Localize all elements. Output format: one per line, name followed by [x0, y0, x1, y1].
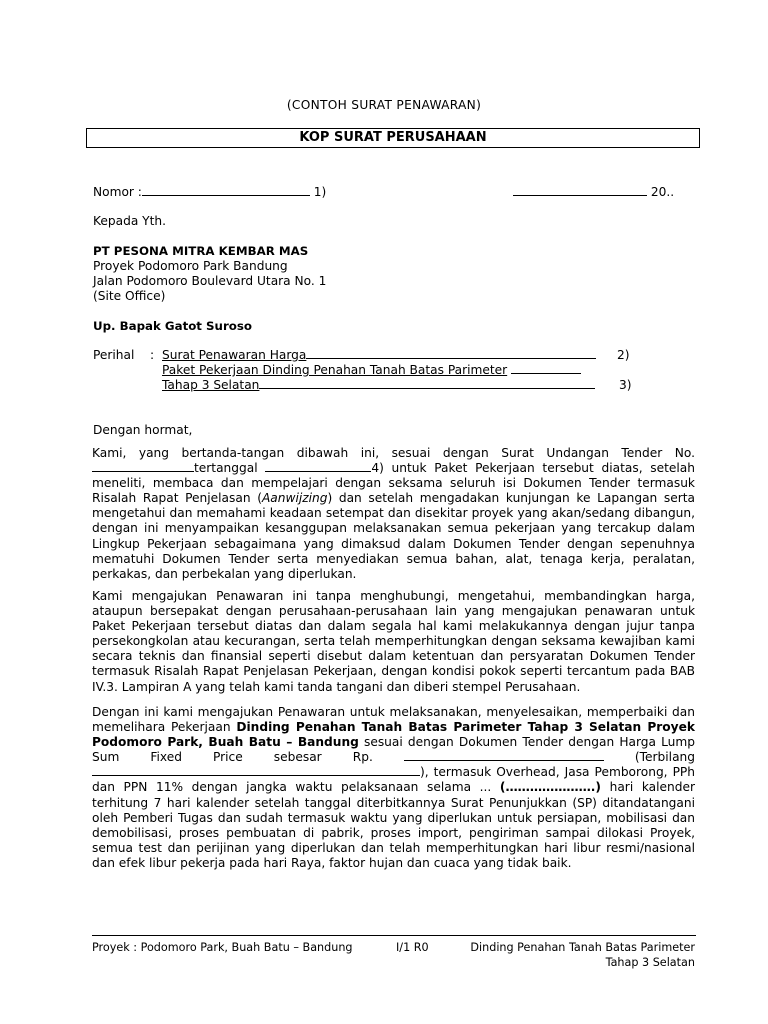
- p1-part-a: Kami, yang bertanda-tangan dibawah ini, sesuai dengan Surat Undangan Tender No.: [92, 446, 695, 460]
- nomor-ref: 1): [313, 185, 327, 199]
- perihal-item-2-blank: [511, 373, 581, 374]
- sample-label: (CONTOH SURAT PENAWARAN): [286, 98, 482, 112]
- greeting: Kepada Yth.: [93, 214, 166, 228]
- recipient-line-1: Proyek Podomoro Park Bandung: [93, 259, 288, 273]
- p1-part-d: ) dan setelah mengadakan kunjungan ke Lapangan serta mengetahui dan memahami keadaan setempat dan disekitar proyek yang akan/sedang dibangun, dengan ini menyampaikan kesanggupan melaksanakan semua pekerjaan yang tercakup dalam Lingkup Pekerjaan sebagaimana yang dimaksud dalam Dokumen Tender dengan sepenuhnya mematuhi Dokumen Tender serta menyediakan semua bahan, alat, tenaga kerja, peralatan, perkakas, dan perbekalan yang diperlukan.: [92, 491, 695, 581]
- p3-part-d: ), termasuk Overhead, Jasa Pemborong, PPh dan PPN 11% dengan jangka waktu pelaksanaan selama ...: [92, 765, 695, 795]
- nomor-label: Nomor :: [93, 185, 142, 199]
- p3-terbilang-blank: [92, 775, 420, 776]
- footer-page: I/1 R0: [396, 941, 429, 954]
- p3-part-e: hari kalender terhitung 7 hari kalender setelah tanggal diterbitkannya Surat Penunjukkan (SP) ditandatangani oleh Pemberi Tugas dan sudah termasuk waktu yang diperlukan untuk persiapan, mobilisasi dan demobilisasi, proses pembuatan di pabrik, proses import, pengiriman sampai dilokasi Proyek, semua test dan perijinan yang diperlukan dan telah memperhitungkan hari libur resmi/nasional dan efek libur pekerja pada hari Raya, faktor hujan dan cuaca yang tidak baik.: [92, 780, 695, 870]
- p1-blank-2: [265, 471, 371, 472]
- p3-bold: Dinding Penahan Tanah Batas Parimeter Tahap 3 Selatan Proyek Podomoro Park, Buah Batu – Bandung: [92, 720, 695, 750]
- perihal-item-1: [162, 348, 596, 363]
- perihal-item-2: [162, 363, 581, 378]
- date-suffix: 20..: [650, 185, 675, 199]
- paragraph-1: [92, 446, 695, 582]
- perihal-item-1-text: Surat Penawaran Harga: [162, 348, 307, 362]
- perihal-item-3: [162, 378, 595, 393]
- footer-title-1: Dinding Penahan Tanah Batas Parimeter: [470, 941, 695, 954]
- date-line: [513, 185, 674, 200]
- p1-part-c: 4) untuk Paket Pekerjaan tersebut diatas, setelah meneliti, membaca dan mempelajari dengan seksama seluruh isi Dokumen Tender termasuk Risalah Rapat Penjelasan (: [92, 461, 695, 506]
- letterhead-box: [86, 128, 700, 148]
- attention-line: Up. Bapak Gatot Suroso: [93, 319, 252, 333]
- p3-days: (………………….): [499, 780, 601, 795]
- perihal-item-2-text: Paket Pekerjaan Dinding Penahan Tanah Batas Parimeter: [162, 363, 508, 377]
- p1-italic: Aanwijzing: [261, 491, 328, 506]
- perihal-item-1-blank: [306, 358, 596, 359]
- p3-part-a: Dengan ini kami mengajukan Penawaran untuk melaksanakan, menyelesaikan, memperbaiki dan memelihara Pekerjaan: [92, 705, 695, 735]
- paragraph-2: Kami mengajukan Penawaran ini tanpa menghubungi, mengetahui, membandingkan harga, ataupun bersepakat dengan perusahaan-perusahaan lain yang mengajukan penawaran untuk Paket Pekerjaan tersebut diatas dan dalam segala hal kami melakukannya dengan jujur tanpa persekongkolan atau kecurangan, serta telah memperhitungkan dengan seksama kewajiban kami secara teknis dan finansial seperti disebut dalam ketentuan dan persyaratan Dokumen Tender termasuk Risalah Rapat Penjelasan Pekerjaan, dengan kondisi pokok seperti tercantum pada BAB IV.3. Lampiran A yang telah kami tanda tangani dan diberi stempel Perusahaan.: [92, 589, 695, 694]
- salutation: Dengan hormat,: [93, 423, 193, 437]
- p1-blank-1: [92, 471, 194, 472]
- perihal-item-3-text: Tahap 3 Selatan: [162, 378, 260, 392]
- perihal-item-3-blank: [259, 388, 595, 389]
- perihal-colon: :: [150, 348, 155, 362]
- footer-title-2: Tahap 3 Selatan: [605, 956, 695, 969]
- date-blank: [513, 195, 647, 196]
- p3-price-blank: [404, 760, 604, 761]
- letterhead-title: KOP SURAT PERUSAHAAN: [299, 130, 487, 145]
- p3-part-b: sesuai dengan Dokumen Tender dengan Harga Lump Sum Fixed Price sebesar Rp.: [92, 735, 695, 765]
- footer-project: Proyek : Podomoro Park, Buah Batu – Bandung: [92, 941, 353, 954]
- nomor-line: [93, 185, 326, 200]
- perihal-ref-3: 3): [619, 378, 632, 392]
- recipient-line-2: Jalan Podomoro Boulevard Utara No. 1: [93, 274, 327, 288]
- nomor-blank: [142, 195, 310, 196]
- perihal-ref-1: 2): [617, 348, 630, 362]
- paragraph-3: [92, 705, 695, 871]
- recipient-company: PT PESONA MITRA KEMBAR MAS: [93, 244, 309, 258]
- recipient-line-3: (Site Office): [93, 289, 166, 303]
- p1-part-b: tertanggal: [194, 461, 258, 476]
- footer-divider: [92, 935, 696, 936]
- perihal-label: Perihal: [93, 348, 135, 362]
- p3-part-c: (Terbilang: [634, 750, 695, 765]
